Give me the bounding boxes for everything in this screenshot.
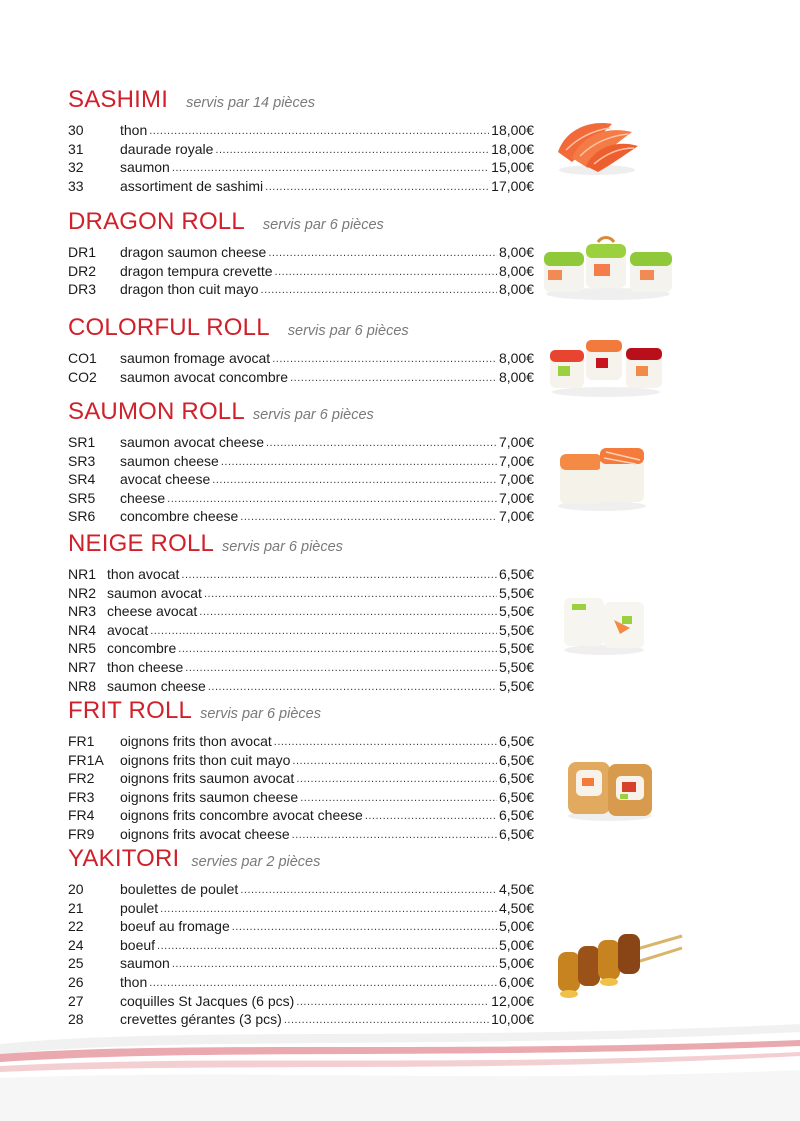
item-name: thon avocat xyxy=(107,566,180,582)
item-price: 18,00€ xyxy=(491,122,534,138)
item-code: NR1 xyxy=(68,566,97,582)
item-code: SR4 xyxy=(68,471,96,488)
item-name: assortiment de sashimi xyxy=(120,177,264,194)
item-price: 8,00€ xyxy=(498,350,534,366)
item-name: cheese xyxy=(120,489,166,506)
item-code: 33 xyxy=(68,177,84,194)
menu-item xyxy=(68,121,534,140)
item-code: DR2 xyxy=(68,262,97,279)
frit-roll-photo xyxy=(564,756,656,822)
item-code: FR2 xyxy=(68,770,95,787)
item-code: 31 xyxy=(68,140,84,157)
menu-item xyxy=(68,489,534,508)
menu-item xyxy=(68,584,534,603)
menu-item xyxy=(68,639,534,658)
section-title: DRAGON ROLL xyxy=(68,208,245,235)
item-name: boeuf xyxy=(120,936,156,953)
item-name: daurade royale xyxy=(120,140,214,157)
dot-leader xyxy=(149,974,497,993)
item-price: 7,00€ xyxy=(498,489,534,506)
dot-leader xyxy=(160,900,497,919)
dot-leader xyxy=(261,281,497,300)
item-price: 6,50€ xyxy=(498,825,534,842)
item-name: crevettes gérantes (3 pcs) xyxy=(120,1011,282,1028)
item-price: 6,50€ xyxy=(498,807,534,824)
dot-leader xyxy=(365,807,497,826)
item-name: thon cheese xyxy=(107,658,184,675)
yakitori-photo xyxy=(552,918,686,1000)
item-price: 5,50€ xyxy=(498,621,534,638)
dot-leader xyxy=(292,752,497,771)
menu-list xyxy=(68,880,534,1029)
decorative-waves xyxy=(0,1020,800,1121)
item-code: SR3 xyxy=(68,452,96,469)
item-code: 32 xyxy=(68,159,84,176)
item-name: saumon fromage avocat xyxy=(120,350,271,366)
item-code: CO1 xyxy=(68,350,97,366)
item-code: FR9 xyxy=(68,825,95,842)
item-name: poulet xyxy=(120,899,159,916)
item-code: DR1 xyxy=(68,244,97,260)
menu-item xyxy=(68,433,534,452)
item-name: saumon avocat concombre xyxy=(120,368,289,385)
section-title: SASHIMI xyxy=(68,86,169,113)
section-title: YAKITORI xyxy=(68,845,180,872)
item-code: NR2 xyxy=(68,584,97,601)
dot-leader xyxy=(268,244,497,263)
section-subtitle: servis par 6 pièces xyxy=(287,323,409,339)
item-name: concombre xyxy=(107,640,177,657)
item-price: 7,00€ xyxy=(498,452,534,469)
item-name: avocat cheese xyxy=(120,471,211,488)
dot-leader xyxy=(178,640,497,659)
menu-item xyxy=(68,769,534,788)
item-price: 6,50€ xyxy=(498,788,534,805)
item-price: 6,50€ xyxy=(498,770,534,787)
item-name: boeuf au fromage xyxy=(120,918,230,935)
dot-leader xyxy=(172,955,497,974)
item-code: 20 xyxy=(68,881,84,897)
item-price: 4,50€ xyxy=(498,881,534,897)
dot-leader xyxy=(221,453,497,472)
item-code: NR7 xyxy=(68,658,97,675)
menu-list xyxy=(68,732,534,844)
item-price: 6,50€ xyxy=(498,733,534,749)
item-code: 21 xyxy=(68,899,84,916)
item-price: 5,50€ xyxy=(498,677,534,694)
dot-leader xyxy=(296,993,489,1012)
dot-leader xyxy=(199,603,497,622)
dot-leader xyxy=(292,826,497,845)
item-price: 5,00€ xyxy=(498,955,534,972)
item-name: oignons frits thon avocat xyxy=(120,733,272,749)
salmon-sashimi-photo xyxy=(552,112,642,178)
neige-roll-photo xyxy=(560,594,648,656)
item-name: concombre cheese xyxy=(120,508,239,525)
dot-leader xyxy=(272,350,497,369)
menu-item xyxy=(68,158,534,177)
item-price: 5,00€ xyxy=(498,936,534,953)
dot-leader xyxy=(149,122,489,141)
item-code: 30 xyxy=(68,122,84,138)
item-code: 26 xyxy=(68,973,84,990)
menu-list xyxy=(68,243,534,299)
section-title: FRIT ROLL xyxy=(68,697,193,724)
dot-leader xyxy=(181,566,497,585)
menu-item xyxy=(68,368,534,387)
menu-item xyxy=(68,280,534,299)
menu-item xyxy=(68,806,534,825)
menu-item xyxy=(68,917,534,936)
dot-leader xyxy=(265,178,489,197)
menu-item xyxy=(68,973,534,992)
item-code: 28 xyxy=(68,1011,84,1028)
item-price: 15,00€ xyxy=(491,159,534,176)
item-name: avocat xyxy=(107,621,149,638)
dot-leader xyxy=(300,789,497,808)
menu-item xyxy=(68,677,534,696)
item-code: 24 xyxy=(68,936,84,953)
item-name: saumon cheese xyxy=(120,452,219,469)
menu-item xyxy=(68,880,534,899)
item-code: 22 xyxy=(68,918,84,935)
menu-item xyxy=(68,565,534,584)
item-price: 6,00€ xyxy=(498,973,534,990)
item-price: 8,00€ xyxy=(498,281,534,298)
dot-leader xyxy=(208,678,497,697)
menu-item xyxy=(68,732,534,751)
dot-leader xyxy=(240,508,497,527)
item-price: 10,00€ xyxy=(491,1011,534,1028)
section-subtitle: servies par 2 pièces xyxy=(191,854,321,870)
item-price: 5,00€ xyxy=(498,918,534,935)
item-price: 12,00€ xyxy=(491,992,534,1009)
section-subtitle: servis par 6 pièces xyxy=(222,539,343,555)
menu-item xyxy=(68,936,534,955)
dot-leader xyxy=(290,369,497,388)
section-title: SAUMON ROLL xyxy=(68,398,245,425)
section-subtitle: servis par 6 pièces xyxy=(252,407,374,423)
menu-item xyxy=(68,825,534,844)
item-code: DR3 xyxy=(68,281,97,298)
dot-leader xyxy=(157,937,497,956)
dot-leader xyxy=(212,471,497,490)
item-price: 5,50€ xyxy=(498,658,534,675)
section-subtitle: servis par 6 pièces xyxy=(200,706,321,722)
item-price: 5,50€ xyxy=(498,640,534,657)
item-price: 18,00€ xyxy=(491,140,534,157)
item-code: FR4 xyxy=(68,807,95,824)
item-code: SR5 xyxy=(68,489,96,506)
menu-item xyxy=(68,788,534,807)
dot-leader xyxy=(266,434,497,453)
item-name: saumon cheese xyxy=(107,677,206,694)
item-code: NR4 xyxy=(68,621,97,638)
dot-leader xyxy=(296,770,497,789)
menu-item xyxy=(68,470,534,489)
dragon-roll-photo xyxy=(540,236,676,302)
dot-leader xyxy=(204,585,497,604)
item-name: saumon xyxy=(120,955,170,972)
menu-item xyxy=(68,507,534,526)
item-name: thon xyxy=(120,122,148,138)
item-code: 27 xyxy=(68,992,84,1009)
item-price: 17,00€ xyxy=(491,177,534,194)
menu-item xyxy=(68,602,534,621)
section-title: COLORFUL ROLL xyxy=(68,314,270,341)
item-name: cheese avocat xyxy=(107,603,198,620)
colorful-roll-photo xyxy=(546,336,666,398)
item-name: saumon avocat xyxy=(107,584,202,601)
dot-leader xyxy=(240,881,497,900)
item-price: 5,50€ xyxy=(498,584,534,601)
menu-list xyxy=(68,121,534,195)
item-name: boulettes de poulet xyxy=(120,881,239,897)
item-name: thon xyxy=(120,973,148,990)
item-code: NR3 xyxy=(68,603,97,620)
menu-item xyxy=(68,954,534,973)
item-price: 8,00€ xyxy=(498,262,534,279)
item-code: FR1 xyxy=(68,733,95,749)
saumon-roll-photo xyxy=(554,446,650,512)
item-name: saumon avocat cheese xyxy=(120,434,264,450)
item-name: oignons frits thon cuit mayo xyxy=(120,751,291,768)
item-name: oignons frits concombre avocat cheese xyxy=(120,807,363,824)
section-subtitle: servis par 14 pièces xyxy=(186,95,316,111)
item-name: dragon thon cuit mayo xyxy=(120,281,259,298)
item-price: 6,50€ xyxy=(498,751,534,768)
item-name: coquilles St Jacques (6 pcs) xyxy=(120,992,295,1009)
item-code: FR3 xyxy=(68,788,95,805)
item-name: oignons frits saumon cheese xyxy=(120,788,299,805)
dot-leader xyxy=(232,918,497,937)
menu-item xyxy=(68,658,534,677)
item-price: 5,50€ xyxy=(498,603,534,620)
item-code: NR8 xyxy=(68,677,97,694)
dot-leader xyxy=(185,659,497,678)
menu-list xyxy=(68,433,534,526)
item-code: 25 xyxy=(68,955,84,972)
menu-item xyxy=(68,177,534,196)
item-code: CO2 xyxy=(68,368,97,385)
menu-item xyxy=(68,992,534,1011)
dot-leader xyxy=(167,490,497,509)
item-price: 7,00€ xyxy=(498,508,534,525)
item-price: 4,50€ xyxy=(498,899,534,916)
item-name: dragon saumon cheese xyxy=(120,244,267,260)
dot-leader xyxy=(274,733,497,752)
dot-leader xyxy=(215,141,489,160)
section-title: NEIGE ROLL xyxy=(68,530,215,557)
menu-item xyxy=(68,243,534,262)
item-price: 6,50€ xyxy=(498,566,534,582)
menu-item xyxy=(68,140,534,159)
item-code: SR6 xyxy=(68,508,96,525)
menu-item xyxy=(68,262,534,281)
section-subtitle: servis par 6 pièces xyxy=(262,217,384,233)
menu-item xyxy=(68,452,534,471)
item-name: saumon xyxy=(120,159,170,176)
menu-list xyxy=(68,349,534,386)
item-price: 7,00€ xyxy=(498,434,534,450)
menu-item xyxy=(68,349,534,368)
item-code: SR1 xyxy=(68,434,96,450)
menu-list xyxy=(68,565,534,695)
item-code: NR5 xyxy=(68,640,97,657)
item-code: FR1A xyxy=(68,751,104,768)
dot-leader xyxy=(150,622,497,641)
item-name: dragon tempura crevette xyxy=(120,262,273,279)
item-price: 8,00€ xyxy=(498,368,534,385)
item-name: oignons frits avocat cheese xyxy=(120,825,290,842)
item-price: 7,00€ xyxy=(498,471,534,488)
menu-item xyxy=(68,751,534,770)
item-name: oignons frits saumon avocat xyxy=(120,770,295,787)
dot-leader xyxy=(172,159,489,178)
menu-item xyxy=(68,899,534,918)
dot-leader xyxy=(275,263,497,282)
item-price: 8,00€ xyxy=(498,244,534,260)
menu-item xyxy=(68,621,534,640)
